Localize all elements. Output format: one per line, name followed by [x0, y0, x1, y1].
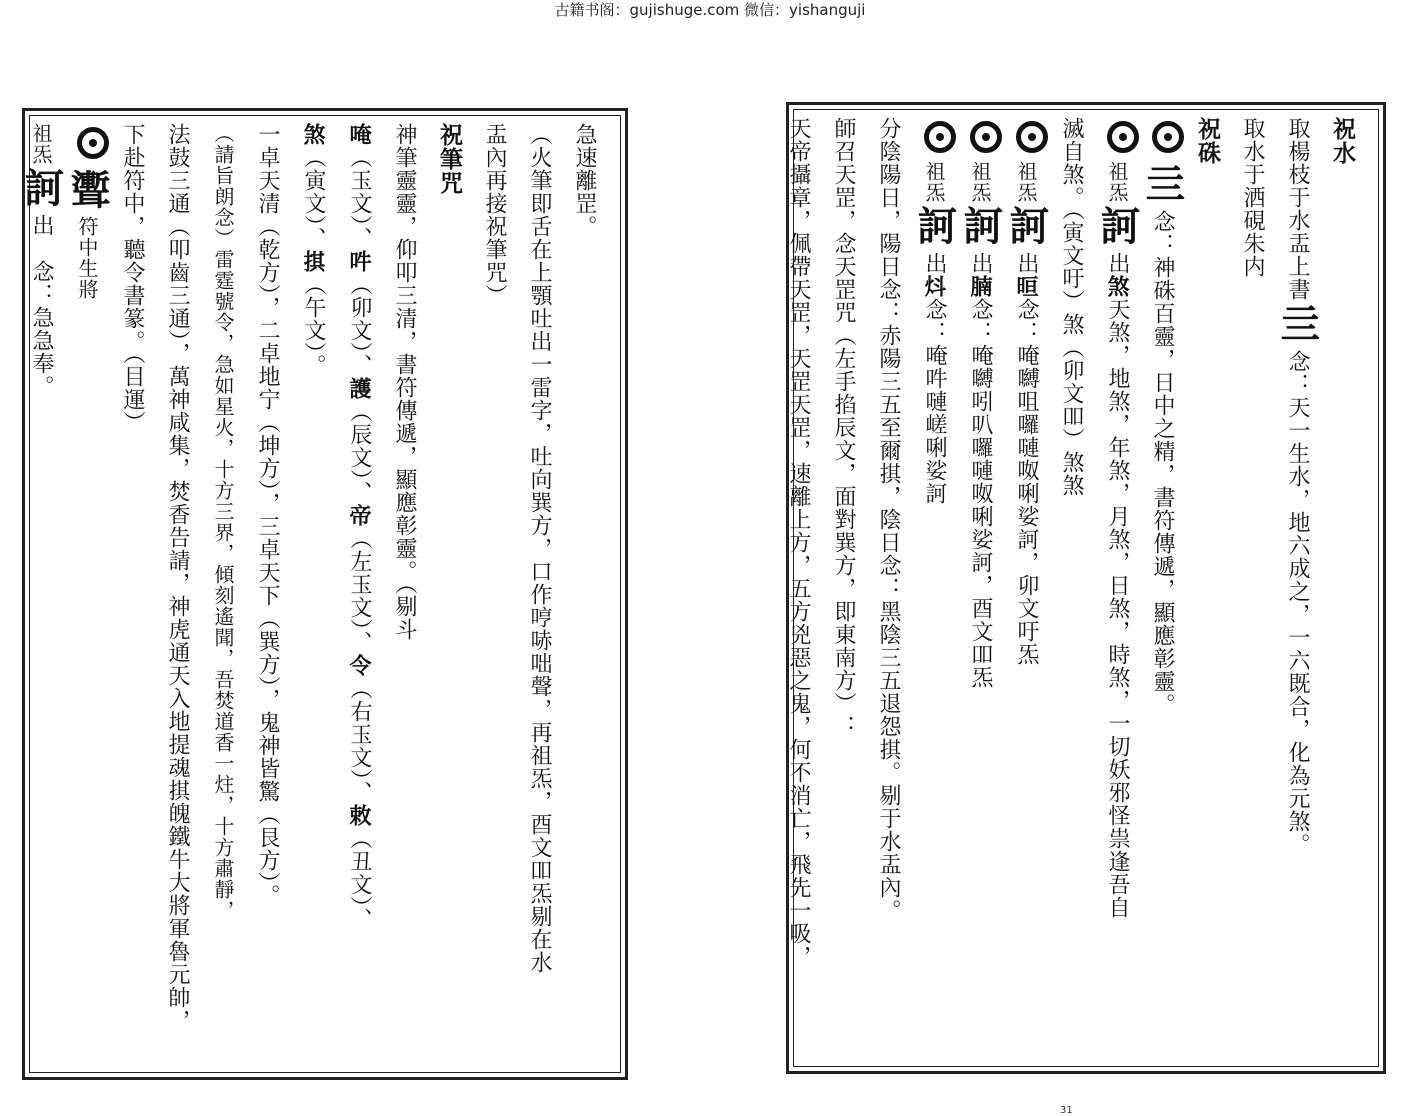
text-column: 祖炁訶出晅念：唵嚩咀囉嗹呶唎娑訶，卯文吁炁 [1003, 117, 1049, 1059]
heading-zhu-zhu: 祝硃 [1194, 117, 1221, 165]
text-column: 祖炁訶出 念：急急奉。 [18, 123, 65, 398]
text-column: 下赴符中，聽令書篆。（目運） [120, 123, 145, 434]
text-column: 天帝攝章，佩帶天罡，天罡天罡，速離上方，五方兇惡之鬼，何不消亡，飛先一吸， [786, 117, 811, 968]
left-page [18, 108, 628, 1080]
talisman-glyph: 訶 [1003, 205, 1050, 246]
text-column: 神筆靈靈，仰叩三清，書符傳遞，顯應彰靈。（剔斗 [392, 123, 417, 641]
text-column: 分陰陽日，陽日念：赤陽三五至爾掑，陰日念：黑陰三五退怨掑。剔于水盂內。 [876, 117, 901, 922]
circle-dot-icon [77, 127, 109, 159]
talisman-glyph: 亖 [1274, 303, 1321, 344]
text-column: 取楊枝于水盂上書亖念：天一生水，地六成之，一六既合，化為元煞。 [1274, 117, 1321, 856]
talisman-glyph: 訶 [1094, 205, 1141, 246]
heading-zhu-bi-zhou: 祝筆咒 [436, 123, 463, 195]
text-column: （火筆即舌在上顎吐出一雷字，吐向巽方，口作哼哧咄聲，再祖炁，酉文吅炁剔在水 [527, 123, 552, 974]
talisman-glyph: 訶 [957, 205, 1004, 246]
text-column: 煞（寅文）、掑（午文）。 [300, 123, 326, 377]
text-column: 唵（玉文）、吽（卯文）、護（辰文）、帝（左玉文）、令（右玉文）、敕（丑文）、 [346, 123, 372, 931]
text-column: （請旨朗念）雷霆號令，急如星火，十方三界，傾刻遙聞，吾焚道香一炷，十方肅靜， [211, 123, 235, 921]
right-page-text [786, 117, 1365, 1059]
circle-dot-icon [1016, 121, 1048, 153]
text-column: 取水于洒硯朱内 [1240, 117, 1265, 278]
talisman-glyph: 聻 [64, 169, 111, 210]
text-column: 師召天罡，念天罡咒（左手掐辰文，面對巽方，即東南方）： [831, 117, 856, 738]
circle-dot-icon [970, 121, 1002, 153]
text-column: 祖炁訶出煞天煞，地煞，年煞，月煞，日煞，時煞，一切妖邪怪祟逢吾自 [1094, 117, 1140, 1059]
text-column: 祖炁訶出炓念：唵吽嗹嵯唎娑訶 [911, 117, 957, 1059]
text-column: 祖炁訶出腩念：唵嚩吲叭囉嗹呶唎娑訶，酉文吅炁 [957, 117, 1003, 1059]
text-column: 聻符中生將 [64, 123, 110, 1065]
talisman-glyph: 亖 [1139, 163, 1186, 204]
text-column: 亖念：神硃百靈，日中之精，書符傳遞，顯應彰靈。 [1140, 117, 1185, 1059]
text-column: 滅自煞。（寅文吁）煞（卯文吅）煞煞 [1059, 117, 1084, 497]
text-column: 盂內再接祝筆咒） [482, 123, 507, 307]
text-column: 一卓天清（乾方），二卓地宁（坤方），三卓天下（巽方），鬼神皆驚（艮方）。 [255, 123, 280, 907]
talisman-glyph: 訶 [18, 167, 65, 208]
talisman-glyph: 訶 [911, 205, 958, 246]
text-column: 法鼓三通（叩齒三通），萬神咸集，焚香告請，神虎通天入地提魂掑魄鐵牛大將軍魯元帥， [165, 123, 190, 1032]
heading-zhu-shui: 祝水 [1329, 117, 1356, 165]
watermark-text: 古籍书阁：gujishuge.com 微信：yishanguji [554, 1, 866, 19]
page-number: 31 [1060, 1105, 1073, 1116]
circle-dot-icon [1107, 121, 1139, 153]
left-page-text [18, 123, 607, 1065]
right-page [786, 102, 1386, 1074]
circle-dot-icon [924, 121, 956, 153]
circle-dot-icon [1152, 121, 1184, 153]
text-column: 急速離罡。 [572, 123, 597, 238]
